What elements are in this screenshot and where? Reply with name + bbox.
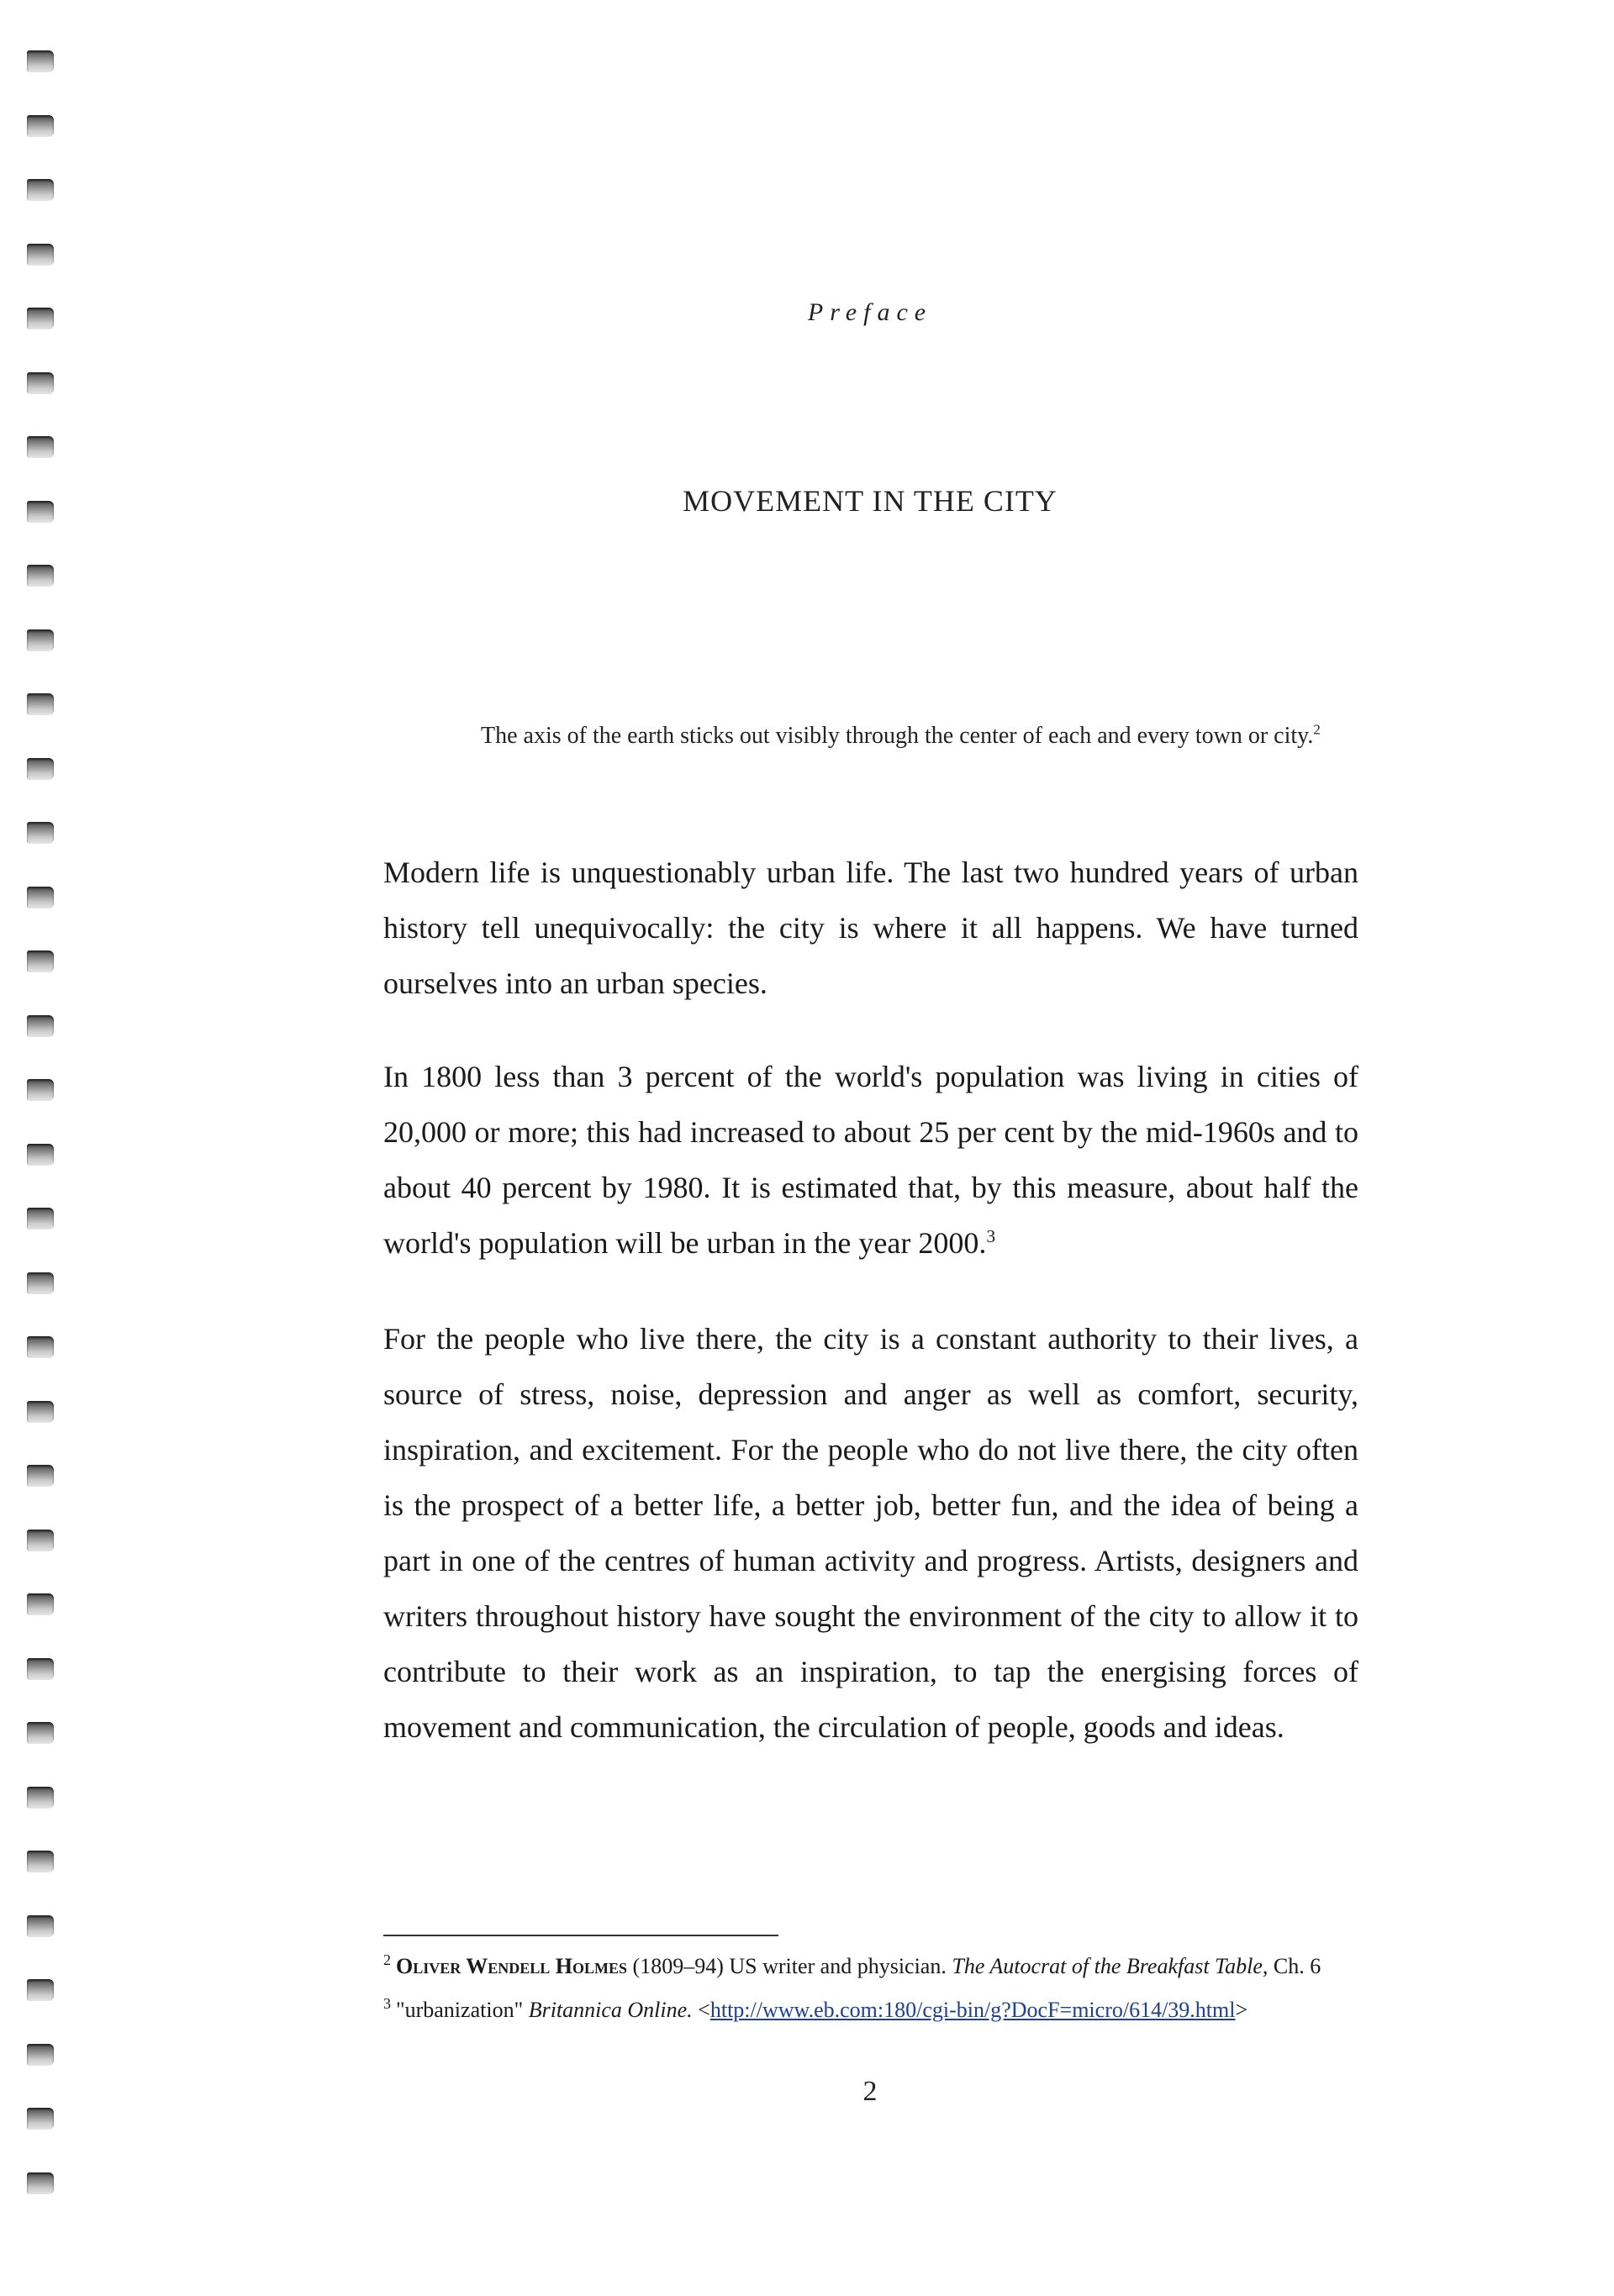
binding-hole — [27, 887, 54, 908]
footnote-work-title: The Autocrat of the Breakfast Table — [952, 1954, 1263, 1978]
footnote-quote: "urbanization" — [396, 1998, 529, 2022]
binding-hole — [27, 2172, 54, 2194]
paragraph — [383, 1049, 1358, 1271]
paragraph-note-ref: 3 — [986, 1226, 996, 1246]
binding-hole — [27, 1722, 54, 1744]
binding-hole — [27, 244, 54, 266]
binding-hole — [27, 50, 54, 72]
running-head: Preface — [807, 298, 933, 326]
paragraph — [383, 1311, 1358, 1755]
binding-hole — [27, 372, 54, 394]
binding-hole — [27, 1851, 54, 1872]
paragraph-text: For the people who live there, the city is a constant authority to their lives, a source of stress, noise, depression and anger as well as comfort, security, inspiration, and excitement. For the people who do not live there, the city often is the prospect of a better life, a better job, better fun, and the idea of being a part in one of the centres of human activity and progress. Artists, designers and writers throughout history have sought the environment of the city to allow it to contribute to their work as an inspiration, to tap the energising forces of movement and communication, the circulation of people, goods and ideas. — [383, 1322, 1358, 1744]
footnote-link-open: < — [692, 1998, 710, 2022]
binding-hole — [27, 1787, 54, 1809]
binding-hole — [27, 565, 54, 587]
binding-hole — [27, 1465, 54, 1487]
paragraph-text: Modern life is unquestionably urban life. The last two hundred years of urban history tell unequivocally: the city is where it all happens. We have turned ourselves into an urban species. — [383, 856, 1358, 1000]
epigraph — [481, 704, 1321, 768]
footnote — [383, 1950, 1392, 1983]
binding-hole — [27, 758, 54, 780]
binding-hole — [27, 1079, 54, 1101]
footnote-link[interactable]: http://www.eb.com:180/cgi-bin/g?DocF=micro/614/39.html — [709, 1998, 1236, 2022]
binding-hole — [27, 179, 54, 201]
binding-hole — [27, 2108, 54, 2130]
epigraph-note-ref: 2 — [1313, 721, 1321, 738]
binding-holes — [27, 50, 61, 2219]
footnote-divider — [383, 1935, 778, 1936]
footnote — [383, 1993, 1392, 2027]
footnote-number: 3 — [383, 1995, 391, 2013]
footnote-chapter: , Ch. 6 — [1262, 1954, 1321, 1978]
binding-hole — [27, 1658, 54, 1680]
binding-hole — [27, 1272, 54, 1294]
binding-hole — [27, 822, 54, 844]
binding-hole — [27, 1336, 54, 1358]
page-number: 2 — [862, 2076, 878, 2107]
binding-hole — [27, 1401, 54, 1423]
chapter-title: MOVEMENT IN THE CITY — [683, 484, 1058, 518]
binding-hole — [27, 436, 54, 458]
footnote-source: Britannica Online. — [528, 1998, 693, 2022]
binding-hole — [27, 629, 54, 651]
binding-hole — [27, 693, 54, 715]
footnote-link-close: > — [1235, 1998, 1248, 2022]
binding-hole — [27, 1144, 54, 1166]
binding-hole — [27, 1593, 54, 1615]
epigraph-text: The axis of the earth sticks out visibly through the center of each and every town or city. — [481, 723, 1314, 749]
footnote-details: (1809–94) US writer and physician. — [627, 1954, 952, 1978]
footnote-author: Oliver Wendell Holmes — [396, 1954, 628, 1978]
binding-hole — [27, 1015, 54, 1037]
footnote-number: 2 — [383, 1951, 391, 1969]
binding-hole — [27, 115, 54, 137]
paragraph — [383, 845, 1358, 1011]
binding-hole — [27, 1915, 54, 1937]
binding-hole — [27, 1530, 54, 1551]
paragraph-text: In 1800 less than 3 percent of the world's population was living in cities of 20,000 or more; this had increased to about 25 per cent by the mid-1960s and to about 40 percent by 1980. It is estimated that, by this measure, about half the world's population will be urban in the year 2000. — [383, 1060, 1358, 1260]
binding-hole — [27, 951, 54, 972]
binding-hole — [27, 1979, 54, 2001]
binding-hole — [27, 1208, 54, 1230]
binding-hole — [27, 2044, 54, 2066]
